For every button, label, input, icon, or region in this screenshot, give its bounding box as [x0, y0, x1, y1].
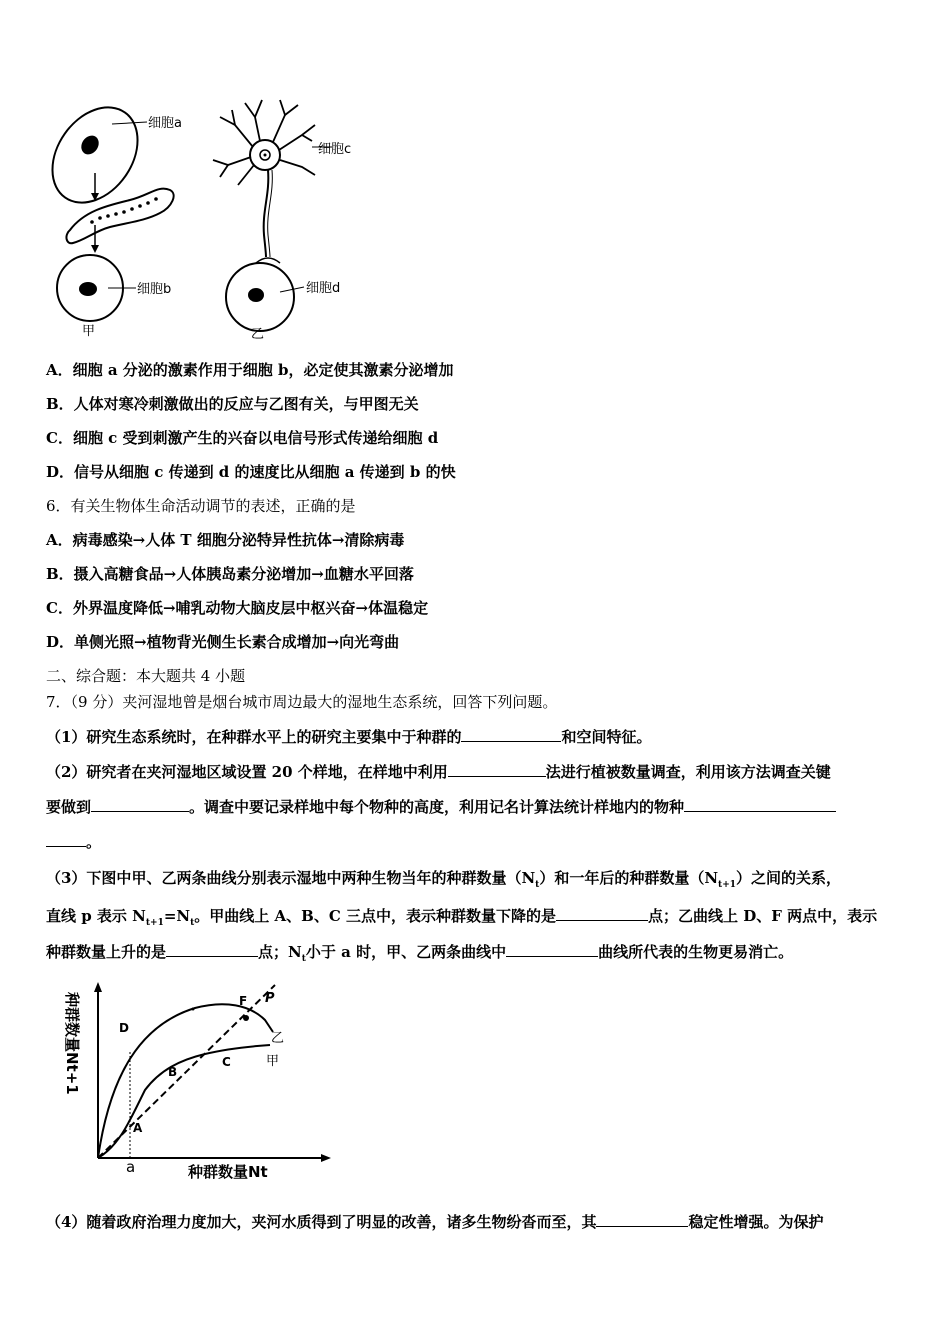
label-cell-b: 细胞b	[137, 282, 172, 297]
q5-option-d: D．信号从细胞 c 传递到 d 的速度比从细胞 a 传递到 b 的快	[46, 463, 456, 481]
point-label-a: A	[133, 1121, 143, 1135]
q7-part2-line1: （2）研究者在夹河湿地区域设置 20 个样地，在样地中利用 法进行植被数量调查，利用该方法调查关键	[46, 763, 831, 781]
curve-label-yi: 乙	[271, 1031, 285, 1046]
label-cell-d: 细胞d	[306, 281, 341, 296]
answer-blank[interactable]	[684, 796, 836, 812]
label-cell-c: 细胞c	[318, 142, 352, 157]
line-label-p: P	[265, 991, 275, 1006]
blood-vessel	[66, 189, 173, 244]
label-yi: 乙	[251, 327, 265, 342]
cell-b-nucleus	[79, 282, 97, 296]
q6-option-b: B．摄入高糖食品→人体胰岛素分泌增加→血糖水平回落	[46, 565, 414, 583]
answer-blank[interactable]	[448, 761, 546, 777]
label-cell-a: 细胞a	[148, 116, 182, 131]
cell-diagram	[40, 95, 440, 345]
x-axis-label: 种群数量Nt	[188, 1163, 268, 1181]
answer-blank[interactable]	[596, 1211, 688, 1227]
curve-label-jia: 甲	[266, 1054, 280, 1069]
q5-option-b: B．人体对寒冷刺激做出的反应与乙图有关，与甲图无关	[46, 395, 419, 413]
q6-option-d: D．单侧光照→植物背光侧生长素合成增加→向光弯曲	[46, 633, 400, 651]
population-chart	[55, 980, 335, 1190]
q7-part2-line2: 要做到 。调查中要记录样地中每个物种的高度，利用记名计算法统计样地内的物种	[46, 796, 910, 817]
label-jia: 甲	[82, 324, 96, 339]
y-axis-label: 种群数量Nt+1	[63, 992, 81, 1095]
point-d-marker	[192, 1008, 195, 1011]
answer-blank[interactable]	[461, 726, 561, 742]
answer-blank[interactable]	[166, 941, 258, 957]
q7-part3-line2: 直线 p 表示 $N_{t+1}=N_t$。甲曲线上 A、B、C 三点中，表示种群数量下降的是 点；乙曲线上 D、F 两点中，表示	[46, 907, 878, 928]
point-label-f: F	[239, 994, 248, 1008]
cell-a-shape	[40, 95, 155, 219]
q6-option-c: C．外界温度降低→哺乳动物大脑皮层中枢兴奋→体温稳定	[46, 599, 429, 617]
q7-part3-line3: 种群数量上升的是 点；$N_t$小于 a 时，甲、乙两条曲线中 曲线所代表的生物更易消亡。	[46, 943, 794, 964]
series-jia-curve	[98, 1045, 270, 1158]
q7-part2-line3: 。	[46, 831, 910, 852]
point-label-c: C	[222, 1055, 231, 1069]
answer-blank[interactable]	[556, 905, 648, 921]
point-f-marker	[243, 1015, 249, 1021]
q6-option-a: A．病毒感染→人体 T 细胞分泌特异性抗体→清除病毒	[46, 531, 405, 549]
q5-option-c: C．细胞 c 受到刺激产生的兴奋以电信号形式传递给细胞 d	[46, 429, 439, 447]
point-label-b: B	[168, 1065, 178, 1079]
cell-a-nucleus	[78, 132, 103, 158]
q5-option-a: A．细胞 a 分泌的激素作用于细胞 b，必定使其激素分泌增加	[46, 361, 454, 379]
answer-blank[interactable]	[506, 941, 598, 957]
q7-stem: 7．（9 分）夹河湿地曾是烟台城市周边最大的湿地生态系统，回答下列问题。	[46, 693, 558, 711]
q7-part4: （4）随着政府治理力度加大，夹河水质得到了明显的改善，诸多生物纷沓而至，其 稳定性增强。为保护	[46, 1213, 824, 1231]
point-label-d: D	[119, 1021, 129, 1035]
x-tick-a: a	[126, 1158, 136, 1176]
q7-part1: （1）研究生态系统时，在种群水平上的研究主要集中于种群的 和空间特征。	[46, 728, 652, 746]
section-heading: 二、综合题：本大题共 4 小题	[46, 667, 246, 685]
q6-stem: 6．有关生物体生命活动调节的表述，正确的是	[46, 497, 356, 515]
dendrites	[213, 100, 315, 185]
answer-blank[interactable]	[91, 796, 189, 812]
answer-blank[interactable]	[46, 831, 86, 847]
q7-part3-line1: （3）下图中甲、乙两条曲线分别表示湿地中两种生物当年的种群数量$(N_t)$和一年后的种群数量$(N_{t+1})$之间的关系，	[46, 869, 842, 890]
cell-d-nucleus	[248, 288, 264, 302]
